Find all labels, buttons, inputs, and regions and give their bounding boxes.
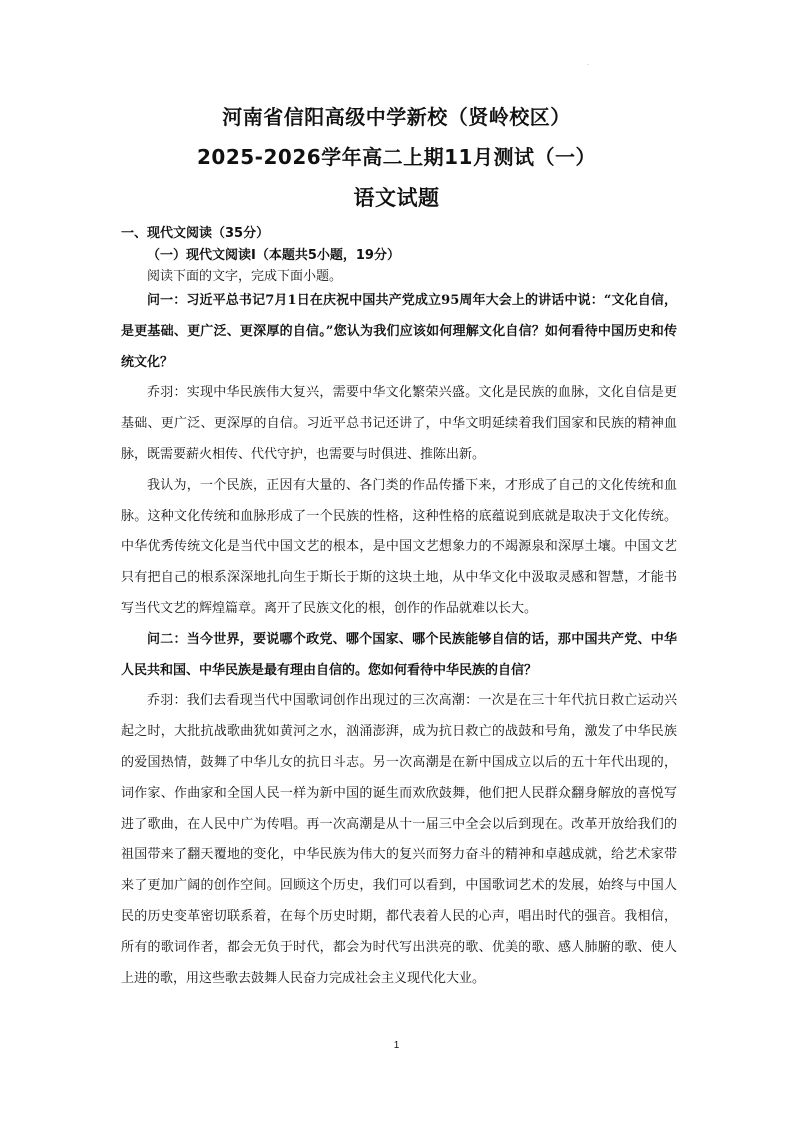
- subject-title: 语文试题: [353, 186, 440, 210]
- corner-dot: ·: [587, 62, 589, 69]
- answer-paragraph: 乔羽：实现中华民族伟大复兴，需要中华文化繁荣兴盛。文化是民族的血脉，文化自信是更基础、更广泛、更深厚的自信。习近平总书记还讲了，中华文明延续着我们国家和民族的精神血脉，既需要薪火相传、代代守护，也需要与时俱进、推陈出新。: [121, 385, 677, 462]
- article-body: [121, 286, 677, 994]
- answer-paragraph: 我认为，一个民族，正因有大量的、各门类的作品传播下来，才形成了自己的文化传统和血脉。这种文化传统和血脉形成了一个民族的性格，这种性格的底蕴说到底就是取决于文化传统。中华优秀传统文化是当代中国文艺的根本，是中国文艺想象力的不竭源泉和深厚土壤。中国文艺只有把自己的根系深深地扎向生于斯长于斯的这块土地，从中华文化中汲取灵感和智慧，才能书写当代文艺的辉煌篇章。离开了民族文化的根，创作的作品就难以长大。: [121, 477, 677, 616]
- question-paragraph: 问二：当今世界，要说哪个政党、哪个国家、哪个民族能够自信的话，那中国共产党、中华人民共和国、中华民族是最有理由自信的。您如何看待中华民族的自信？: [121, 631, 677, 678]
- answer-paragraph: 乔羽：我们去看现当代中国歌词创作出现过的三次高潮：一次是在三十年代抗日救亡运动兴起之时，大批抗战歌曲犹如黄河之水，汹涌澎湃，成为抗日救亡的战鼓和号角，激发了中华民族的爱国热情，鼓舞了中华儿女的抗日斗志。另一次高潮是在新中国成立以后的五十年代出现的，词作家、作曲家和全国人民一样为新中国的诞生而欢欣鼓舞，他们把人民群众翻身解放的喜悦写进了歌曲，在人民中广为传唱。再一次高潮是从十一届三中全会以后到现在。改革开放给我们的祖国带来了翻天覆地的变化，中华民族为伟大的复兴而努力奋斗的精神和卓越成就，给艺术家带来了更加广阔的创作空间。回顾这个历史，我们可以看到，中国歌词艺术的发展，始终与中国人民的历史变革密切联系着，在每个历史时期，都代表着人民的心声，唱出时代的强音。我相信，所有的歌词作者，都会无负于时代，都会为时代写出洪亮的歌、优美的歌、感人肺腑的歌、使人上进的歌，用这些歌去鼓舞人民奋力完成社会主义现代化大业。: [121, 693, 677, 986]
- section-subheading: （一）现代文阅读Ⅰ（本题共5小题，19分）: [147, 248, 400, 263]
- section-heading: 一、现代文阅读（35分）: [121, 226, 270, 241]
- question-paragraph: 问一：习近平总书记7月1日在庆祝中国共产党成立95周年大会上的讲话中说：“文化自信，是更基础、更广泛、更深厚的自信。”您认为我们应该如何理解文化自信？如何看待中国历史和传统文化？: [121, 293, 677, 370]
- school-title: 河南省信阳高级中学新校（贤岭校区）: [222, 105, 571, 129]
- exam-title: 2025-2026学年高二上期11月测试（一）: [197, 145, 596, 169]
- page-number: 1: [393, 1040, 400, 1051]
- section-instruction: 阅读下面的文字，完成下面小题。: [147, 269, 343, 284]
